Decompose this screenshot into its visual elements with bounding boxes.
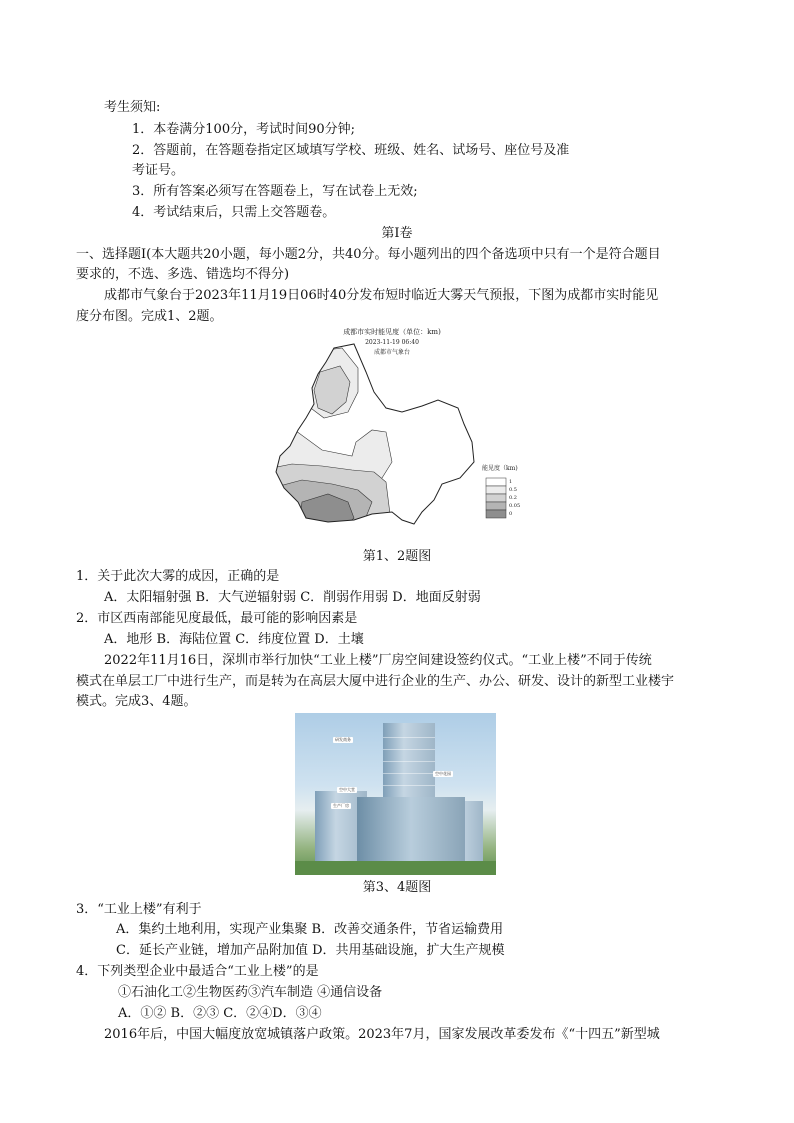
notice-item-1: 1．本卷满分100分，考试时间90分钟; bbox=[132, 122, 356, 137]
legend-swatch bbox=[486, 494, 506, 502]
passage3-line1: 2016年后，中国大幅度放宽城镇落户政策。2023年7月，国家发展改革委发布《“十四五”新型城 bbox=[104, 1027, 660, 1042]
question-3-stem: 3．“工业上楼”有利于 bbox=[76, 902, 202, 917]
label-production-plant: 生产厂房 bbox=[333, 803, 349, 808]
map-date: 2023-11-19 06:40 bbox=[365, 339, 419, 346]
question-3-options-line1: A．集约土地利用，实现产业集聚 B．改善交通条件，节省运输费用 bbox=[116, 922, 504, 937]
visibility-map-svg bbox=[262, 322, 532, 530]
section-title: 第Ⅰ卷 bbox=[381, 226, 413, 241]
caption-figure-3-4: 第3、4题图 bbox=[362, 880, 432, 895]
label-sky-lobby: 空中大堂 bbox=[339, 787, 355, 792]
legend-swatch bbox=[486, 510, 506, 518]
question-3-options-line2: C．延长产业链，增加产品附加值 D．共用基础设施，扩大生产规模 bbox=[116, 943, 505, 958]
legend-swatch bbox=[486, 502, 506, 510]
map-legend bbox=[486, 478, 520, 518]
notice-item-2-cont: 考证号。 bbox=[132, 163, 185, 178]
passage2-line3: 模式。完成3、4题。 bbox=[76, 694, 197, 709]
question-4-stem: 4．下列类型企业中最适合“工业上楼”的是 bbox=[76, 964, 319, 979]
legend-title: 能见度（km) bbox=[482, 465, 518, 472]
industrial-building-photo bbox=[295, 713, 496, 875]
notice-item-4: 4．考试结束后，只需上交答题卷。 bbox=[132, 205, 336, 220]
section-heading-line2: 要求的，不选、多选、错选均不得分) bbox=[76, 267, 290, 282]
legend-value: 0.05 bbox=[509, 503, 521, 509]
passage1-line1: 成都市气象台于2023年11月19日06时40分发布短时临近大雾天气预报，下图为成都市实时能见 bbox=[104, 288, 659, 303]
label-sky-garden: 空中花园 bbox=[435, 771, 451, 776]
notice-item-2: 2．答题前，在答题卷指定区域填写学校、班级、姓名、试场号、座位号及准 bbox=[132, 143, 570, 158]
notice-item-3: 3．所有答案必须写在答题卷上，写在试卷上无效; bbox=[132, 184, 418, 199]
legend-value: 1 bbox=[509, 479, 513, 485]
question-4-options: A．①② B．②③ C．②④D．③④ bbox=[118, 1006, 322, 1021]
question-4-items: ①石油化工②生物医药③汽车制造 ④通信设备 bbox=[118, 985, 383, 1000]
legend-value: 0 bbox=[509, 511, 513, 517]
question-2-stem: 2．市区西南部能见度最低，最可能的影响因素是 bbox=[76, 611, 358, 626]
passage1-line2: 度分布图。完成1、2题。 bbox=[76, 309, 223, 324]
notice-title: 考生须知: bbox=[104, 100, 161, 115]
question-1-stem: 1．关于此次大雾的成因，正确的是 bbox=[76, 569, 280, 584]
map-title: 成都市实时能见度（单位：km) bbox=[343, 328, 441, 336]
map-source: 成都市气象台 bbox=[373, 349, 411, 356]
legend-value: 0.2 bbox=[509, 495, 517, 501]
section-heading-line1: 一、选择题Ⅰ(本大题共20小题，每小题2分，共40分。每小题列出的四个备选项中只有一个是符合题目 bbox=[76, 247, 661, 262]
label-rd-office: 研发商务 bbox=[335, 737, 351, 742]
caption-figure-1-2: 第1、2题图 bbox=[362, 549, 432, 564]
legend-swatch bbox=[486, 486, 506, 494]
question-1-options: A．太阳辐射强 B．大气逆辐射弱 C．削弱作用弱 D．地面反射弱 bbox=[104, 590, 481, 605]
legend-swatch bbox=[486, 478, 506, 486]
lawn bbox=[295, 861, 496, 875]
question-2-options: A．地形 B．海陆位置 C．纬度位置 D．土壤 bbox=[104, 632, 364, 647]
visibility-map bbox=[262, 322, 532, 530]
passage2-line1: 2022年11月16日，深圳市举行加快“工业上楼”厂房空间建设签约仪式。“工业上楼”不同于传统 bbox=[104, 653, 652, 668]
podium-building bbox=[357, 797, 465, 871]
passage2-line2: 模式在单层工厂中进行生产，而是转为在高层大厦中进行企业的生产、办公、研发、设计的新型工业楼宇 bbox=[76, 674, 675, 689]
legend-value: 0.5 bbox=[509, 487, 517, 493]
